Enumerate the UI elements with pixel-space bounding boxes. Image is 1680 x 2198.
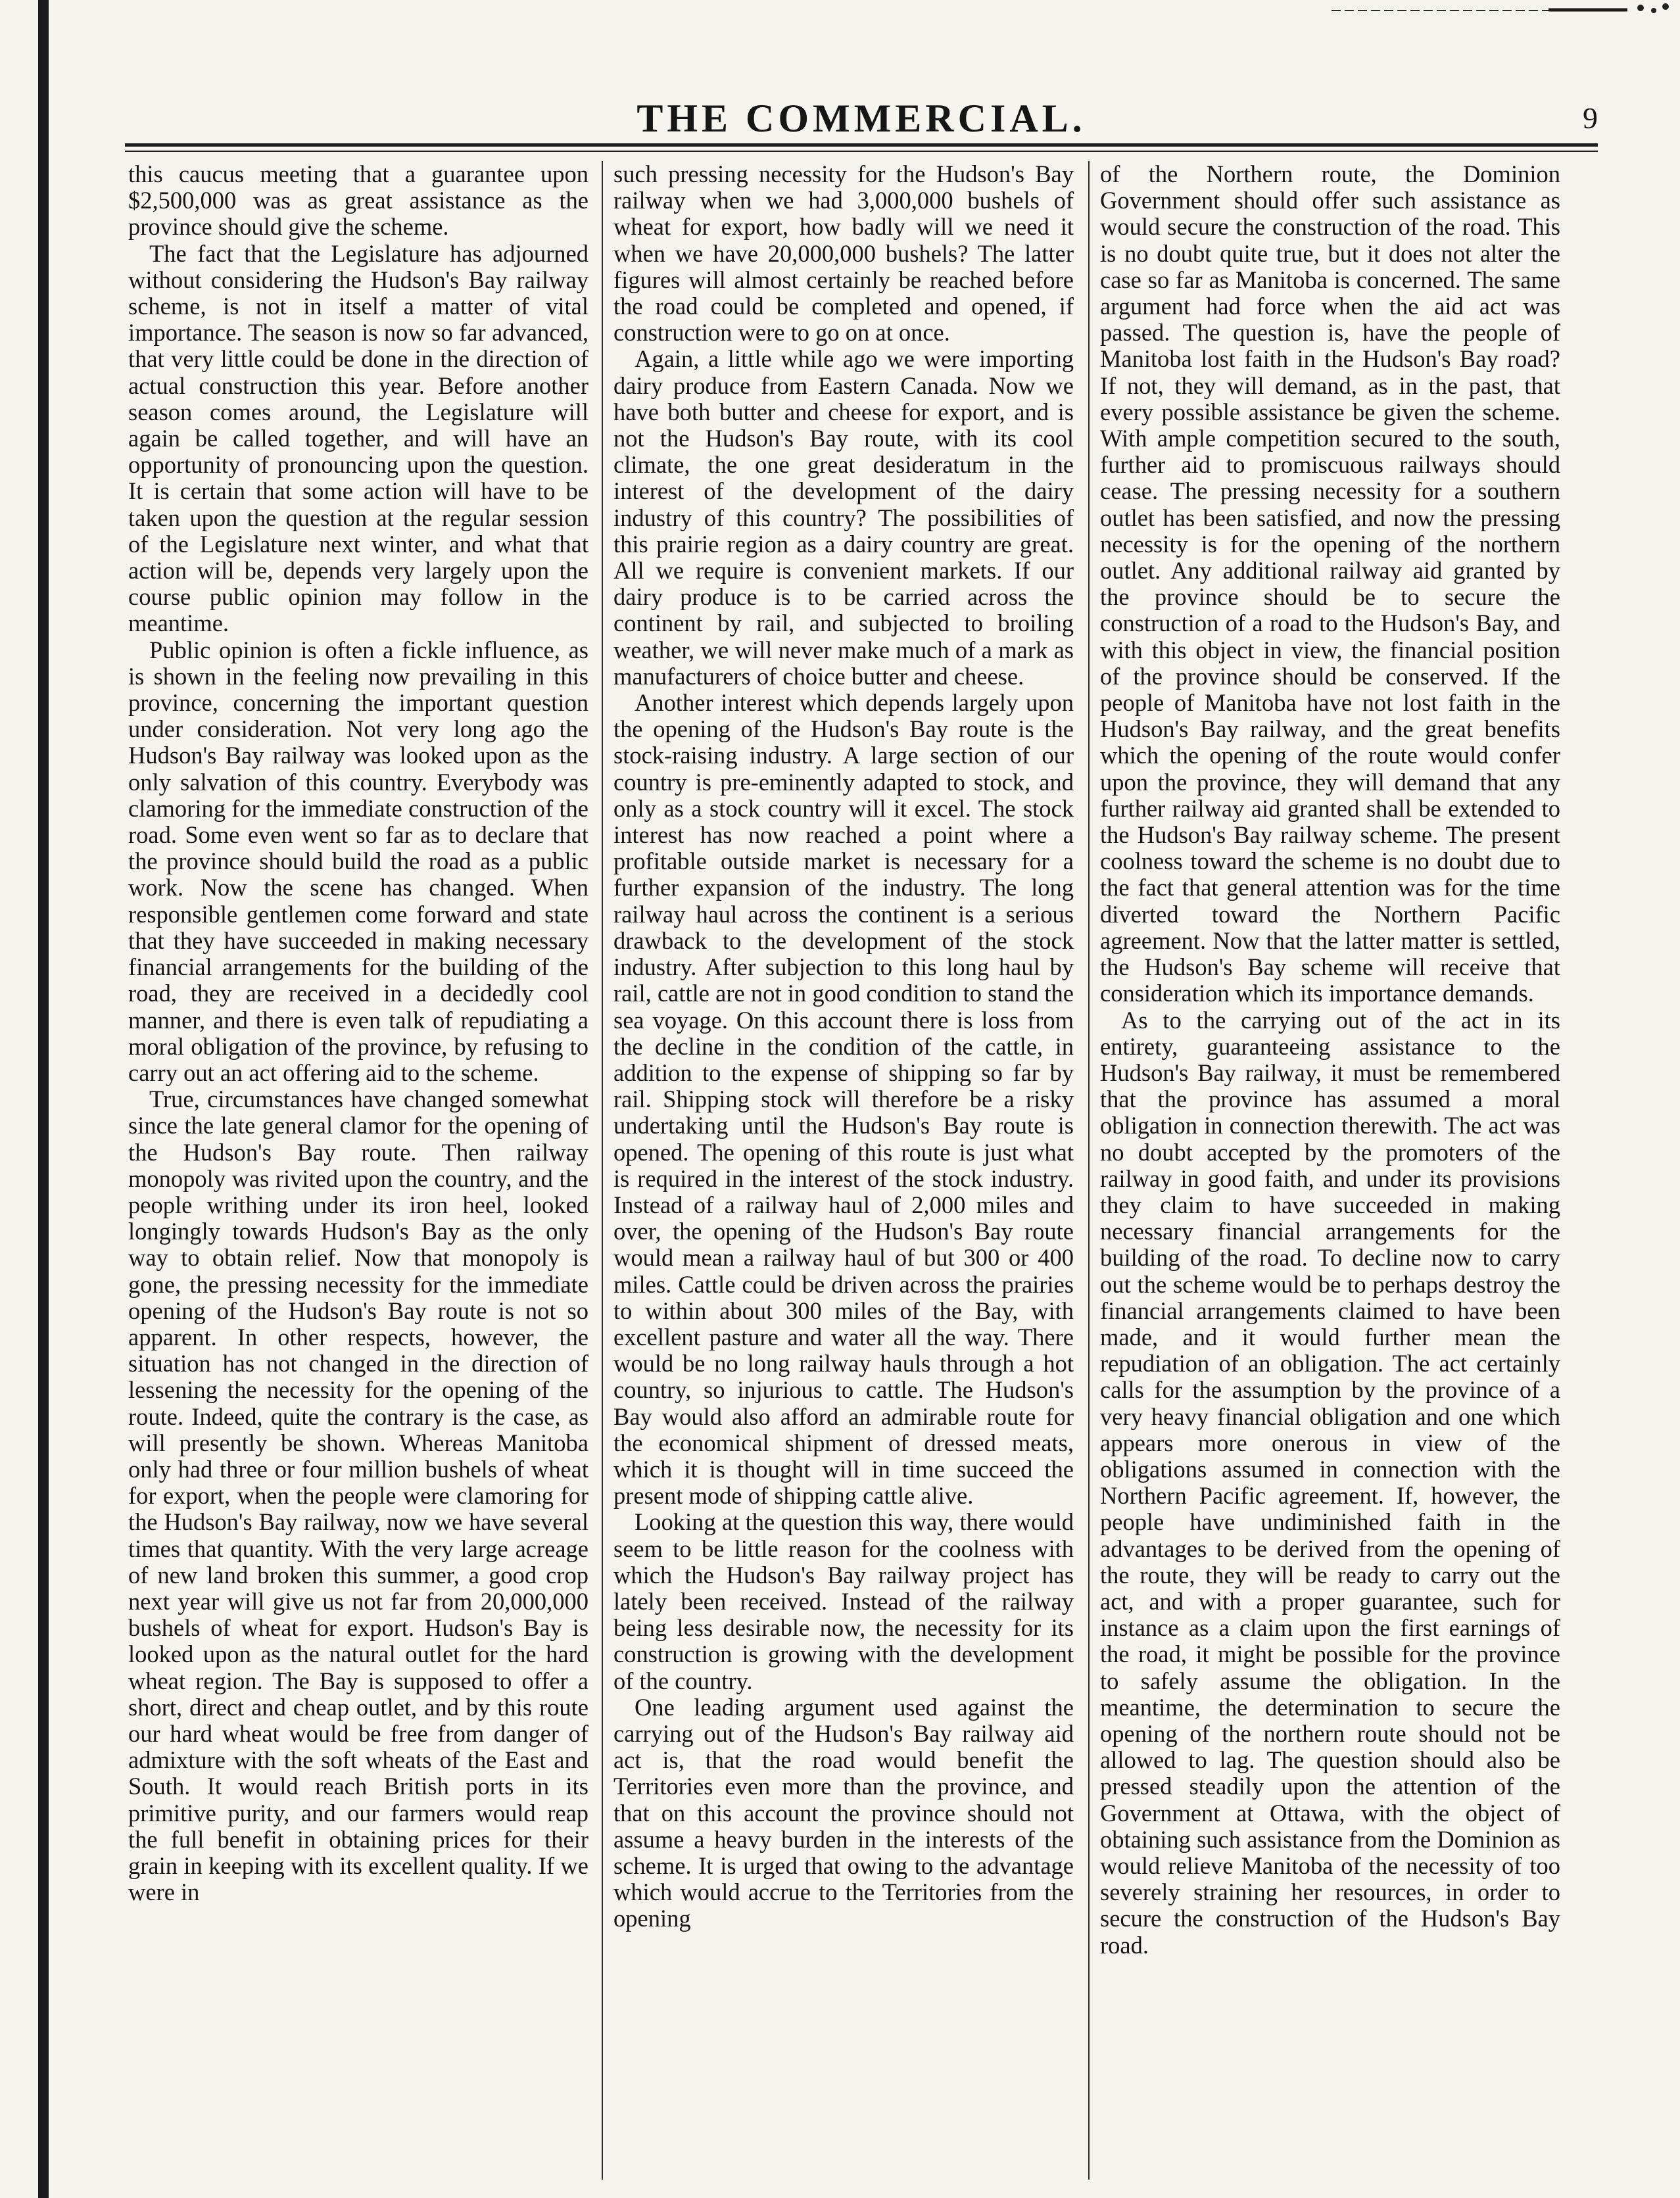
column-3: [1100, 161, 1560, 2180]
column-divider: [1088, 161, 1090, 2180]
printer-mark: [1332, 3, 1673, 16]
column-1: [128, 161, 588, 2180]
paragraph: of the Northern route, the Dominion Government should offer such assistance as would secure the construction of the road. This is no doubt quite true, but it does not alter the case so far as Manitoba is concerned. The same argument had force when the aid act was passed. The question is, have the people of Manitoba lost faith in the Hudson's Bay road? If not, they will demand, as in the past, that every possible assistance be given the scheme. With ample competition secured to the south, further aid to promiscuous railways should cease. The pressing necessity for a southern outlet has been satisfied, and now the pressing necessity is for the opening of the northern outlet. Any additional railway aid granted by the province should be to secure the construction of a road to the Hudson's Bay, and with this object in view, the financial position of the province should be conserved. If the people of Manitoba have not lost faith in the Hudson's Bay railway, and the great benefits which the opening of the route would confer upon the province, they will demand that any further railway aid granted shall be extended to the Hudson's Bay railway scheme. The present coolness toward the scheme is no doubt due to the fact that general attention was for the time diverted toward the Northern Pacific agreement. Now that the latter matter is settled, the Hudson's Bay scheme will receive that consideration which its importance demands.: [1100, 161, 1560, 1007]
paragraph: Another interest which depends largely upon the opening of the Hudson's Bay route is the stock-raising industry. A large section of our country is pre-eminently adapted to stock, and only as a stock country will it excel. The stock interest has now reached a point where a profitable outside market is necessary for a further expansion of the industry. The long railway haul across the continent is a serious drawback to the development of the stock industry. After subjection to this long haul by rail, cattle are not in good condition to stand the sea voyage. On this account there is loss from the decline in the condition of the cattle, in addition to the expense of shipping so far by rail. Shipping stock will therefore be a risky undertaking until the Hudson's Bay route is opened. The opening of this route is just what is required in the interest of the stock industry. Instead of a railway haul of 2,000 miles and over, the opening of the Hudson's Bay route would mean a railway haul of but 300 or 400 miles. Cattle could be driven across the prairies to within about 300 miles of the Bay, with excellent pasture and water all the way. There would be no long railway hauls through a hot country, so injurious to cattle. The Hudson's Bay would also afford an admirable route for the economical shipment of dressed meats, which it is thought will in time succeed the present mode of shipping cattle alive.: [613, 689, 1074, 1510]
paragraph: The fact that the Legislature has adjourned without considering the Hudson's Bay railway scheme, is not in itself a matter of vital importance. The season is now so far advanced, that very little could be done in the direction of actual construction this year. Before another season comes around, the Legislature will again be called together, and will have an opportunity of pronouncing upon the question. It is certain that some action will have to be taken upon the question at the regular session of the Legislature next winter, and what that action will be, depends very largely upon the course public opinion may follow in the meantime.: [128, 239, 588, 637]
paragraph: True, circumstances have changed somewhat since the late general clamor for the opening of the Hudson's Bay route. Then railway monopoly was rivited upon the country, and the people writhing under its iron heel, looked longingly towards Hudson's Bay as the only way to obtain relief. Now that monopoly is gone, the pressing necessity for the immediate opening of the Hudson's Bay route is not so apparent. In other respects, however, the situation has not changed in the direction of lessening the necessity for the opening of the route. Indeed, quite the contrary is the case, as will presently be shown. Whereas Manitoba only had three or four million bushels of wheat for export, when the people were clamoring for the Hudson's Bay railway, now we have several times that quantity. With the very large acreage of new land broken this summer, a good crop next year will give us not far from 20,000,000 bushels of wheat for export. Hudson's Bay is looked upon as the natural outlet for the hard wheat region. The Bay is supposed to offer a short, direct and cheap outlet, and by this route our hard wheat would be free from danger of admixture with the soft wheats of the East and South. It would reach British ports in its primitive purity, and our farmers would reap the full benefit in obtaining prices for their grain in keeping with its excellent quality. If we were in: [128, 1086, 588, 1906]
paragraph: Again, a little while ago we were importing dairy produce from Eastern Canada. Now we have both butter and cheese for export, and is not the Hudson's Bay route, with its cool climate, the one great desideratum in the interest of the development of the dairy industry of this country? The possibilities of this prairie region as a dairy country are great. All we require is convenient markets. If our dairy produce is to be carried across the continent by rail, and subjected to broiling weather, we will never make much of a mark as manufacturers of choice butter and cheese.: [613, 345, 1074, 690]
paragraph: Looking at the question this way, there would seem to be little reason for the coolness with which the Hudson's Bay railway project has lately been received. Instead of the railway being less desirable now, the necessity for its construction is growing with the development of the country.: [613, 1508, 1074, 1694]
page-number: 9: [1583, 101, 1598, 135]
paragraph: this caucus meeting that a guarantee upon $2,500,000 was as great assistance as the province should give the scheme.: [128, 161, 588, 241]
paragraph: As to the carrying out of the act in its entirety, guaranteeing assistance to the Hudson's Bay railway, it must be remembered that the province has assumed a moral obligation in connection therewith. The act was no doubt accepted by the promoters of the railway in good faith, and under its provisions they claim to have succeeded in making necessary financial arrangements for the building of the road. To decline now to carry out the scheme would be to perhaps destroy the financial arrangements claimed to have been made, and it would further mean the repudiation of an obligation. The act certainly calls for the assumption by the province of a very heavy financial obligation and one which appears more onerous in view of the obligations assumed in connection with the Northern Pacific agreement. If, however, the people have undiminished faith in the advantages to be derived from the opening of the route, they will be ready to carry out the act, and with a proper guarantee, such for instance as a claim upon the first earnings of the road, it might be possible for the province to safely assume the obligation. In the meantime, the determination to secure the opening of the northern route should not be allowed to lag. The question should also be pressed steadily upon the attention of the Government at Ottawa, with the object of obtaining such assistance from the Dominion as would relieve Manitoba of the necessity of too severely straining her resources, in order to secure the construction of the Hudson's Bay road.: [1100, 1006, 1560, 1959]
publication-title: THE COMMERCIAL.: [636, 97, 1086, 140]
column-2: [613, 161, 1074, 2180]
binding-edge: [38, 0, 49, 2198]
column-divider: [602, 161, 603, 2180]
paragraph: such pressing necessity for the Hudson's Bay railway when we had 3,000,000 bushels of wheat for export, how badly will we need it when we have 20,000,000 bushels? The latter figures will almost certainly be reached before the road could be completed and opened, if construction were to go on at once.: [613, 161, 1074, 346]
masthead: [125, 99, 1598, 138]
header-rule-thick: [125, 143, 1598, 147]
header-rule-thin: [125, 151, 1598, 152]
paragraph: One leading argument used against the carrying out of the Hudson's Bay railway aid act is, that the road would benefit the Territories even more than the province, and that on this account the province should not assume a heavy burden in the interests of the scheme. It is urged that owing to the advantage which would accrue to the Territories from the opening: [613, 1693, 1074, 1932]
paragraph: Public opinion is often a fickle influence, as is shown in the feeling now prevailing in this province, concerning the important question under consideration. Not very long ago the Hudson's Bay railway was looked upon as the only salvation of this country. Everybody was clamoring for the immediate construction of the road. Some even went so far as to declare that the province should build the road as a public work. Now the scene has changed. When responsible gentlemen come forward and state that they have succeeded in making necessary financial arrangements for the building of the road, they are received in a decidedly cool manner, and there is even talk of repudiating a moral obligation of the province, by refusing to carry out an act offering aid to the scheme.: [128, 636, 588, 1086]
